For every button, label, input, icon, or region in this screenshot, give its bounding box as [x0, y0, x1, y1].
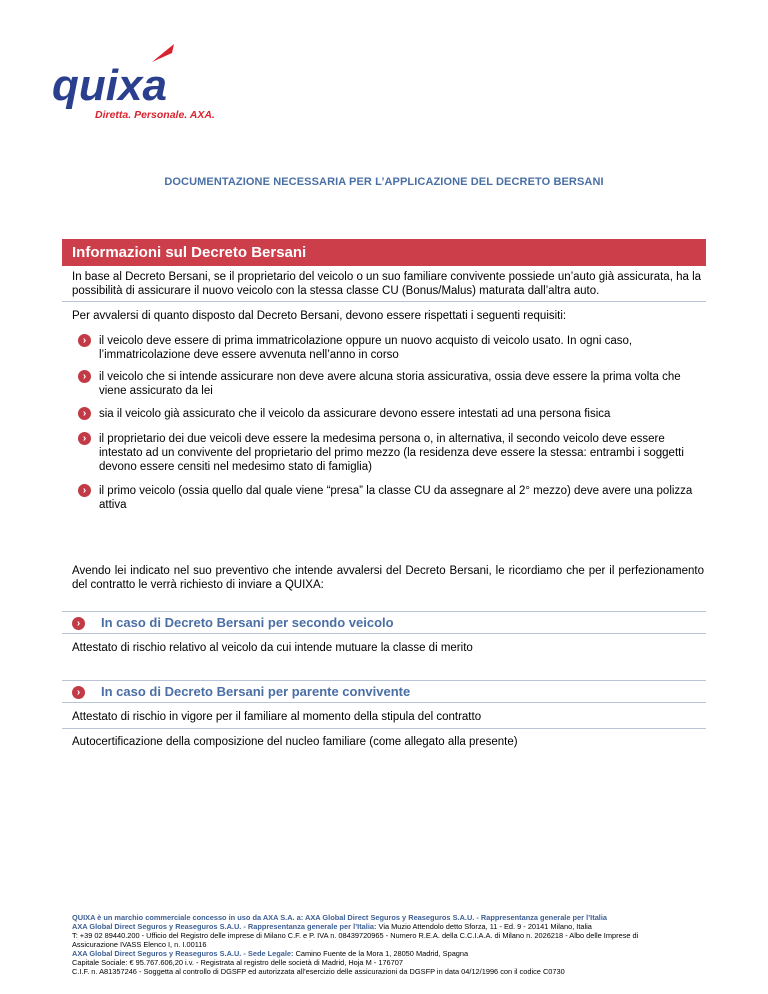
chevron-right-icon: ›	[78, 407, 91, 420]
case-second-vehicle-header: › In caso di Decreto Bersani per secondo veicolo	[72, 615, 706, 630]
footer-line: Capitale Sociale: € 95.767.606,20 i.v. - Registrata al registro delle società di Madrid, Hoja M - 176707	[72, 958, 403, 967]
divider	[62, 702, 706, 703]
chevron-right-icon: ›	[72, 686, 85, 699]
divider	[62, 301, 706, 302]
logo-graphic	[48, 42, 218, 127]
footer-line-label: AXA Global Direct Seguros y Reaseguros S.A.U. - Rappresentanza generale per l’Italia:	[72, 922, 377, 931]
requirement-item: › il proprietario dei due veicoli deve essere la medesima persona o, in alternativa, il secondo veicolo deve essere intestato ad un convivente del proprietario del primo mezzo (la residenza deve essere la stessa: entrambi i soggetti devono essere censiti nel medesimo stato di famiglia)	[78, 432, 704, 474]
footer-line: C.I.F. n. A81357246 - Soggetta al controllo di DGSFP ed autorizzata all’esercizio delle assicurazioni da DGSFP in data 04/12/1996 con il codice C0730	[72, 967, 565, 976]
document-title: DOCUMENTAZIONE NECESSARIA PER L’APPLICAZIONE DEL DECRETO BERSANI	[164, 176, 604, 188]
case-relative-header: › In caso di Decreto Bersani per parente convivente	[72, 684, 706, 699]
intro-paragraph: In base al Decreto Bersani, se il proprietario del veicolo o un suo familiare convivente possiede un’auto già assicurata, ha la possibilità di assicurare il nuovo veicolo con la stessa classe CU (Bonus/Malus) maturata dall’altra auto.	[72, 271, 702, 297]
closing-paragraph: Avendo lei indicato nel suo preventivo che intende avvalersi del Decreto Bersani, le ricordiamo che per il perfezionamento del contratto le verrà richiesto di inviare a QUIXA:	[72, 565, 704, 591]
requirement-item: › sia il veicolo già assicurato che il veicolo da assicurare devono essere intestati ad una persona fisica	[78, 407, 704, 421]
divider	[62, 611, 706, 612]
quixa-logo	[48, 42, 218, 127]
divider	[62, 728, 706, 729]
logo-tagline: Diretta. Personale. AXA.	[95, 109, 215, 121]
requirement-item: › il veicolo deve essere di prima immatricolazione oppure un nuovo acquisto di veicolo usato. In ogni caso, l’immatricolazione deve essere avvenuta nell’anno in corso	[78, 334, 704, 362]
footer-line: Camino Fuente de la Mora 1, 28050 Madrid, Spagna	[295, 949, 469, 958]
requirement-item: › il primo veicolo (ossia quello dal quale viene “presa” la classe CU da assegnare al 2° mezzo) deve avere una polizza attiva	[78, 484, 704, 512]
footer-line: T: +39 02 89440.200 - Ufficio del Registro delle imprese di Milano C.F. e P. IVA n. 08439720965 - Numero R.E.A. della C.C.I.A.A. di Milano n. 2026218 - Albo delle Imprese di	[72, 931, 639, 940]
chevron-right-icon: ›	[78, 334, 91, 347]
divider	[62, 680, 706, 681]
case-relative-item: Attestato di rischio in vigore per il familiare al momento della stipula del contratto	[72, 711, 482, 723]
footer-line: Via Muzio Attendolo detto Sforza, 11 - Ed. 9 - 20141 Milano, Italia	[378, 922, 592, 931]
footer-line: Assicurazione IVASS Elenco I, n. I.00116	[72, 940, 207, 949]
case-relative-item: Autocertificazione della composizione del nucleo familiare (come allegato alla presente)	[72, 736, 518, 748]
chevron-right-icon: ›	[78, 484, 91, 497]
requirement-item: › il veicolo che si intende assicurare non deve avere alcuna storia assicurativa, ossia deve essere la prima volta che viene assicurato da lei	[78, 370, 704, 398]
requirements-lead: Per avvalersi di quanto disposto dal Decreto Bersani, devono essere rispettati i seguenti requisiti:	[72, 310, 567, 322]
chevron-right-icon: ›	[72, 617, 85, 630]
footer-line: QUIXA è un marchio commerciale concesso in uso da AXA S.A. a: AXA Global Direct Seguros y Reaseguros S.A.U. - Rappresentanza generale per l’Italia	[72, 913, 608, 922]
divider	[62, 633, 706, 634]
logo-brand-text: quixa	[52, 61, 167, 110]
chevron-right-icon: ›	[78, 432, 91, 445]
case-second-vehicle-item: Attestato di rischio relativo al veicolo da cui intende mutuare la classe di merito	[72, 642, 473, 654]
footer-line-label: AXA Global Direct Seguros y Reaseguros S.A.U. - Sede Legale:	[72, 949, 294, 958]
legal-footer	[72, 913, 712, 976]
chevron-right-icon: ›	[78, 370, 91, 383]
logo-accent-mark	[152, 44, 174, 62]
section-header: Informazioni sul Decreto Bersani	[62, 239, 706, 266]
